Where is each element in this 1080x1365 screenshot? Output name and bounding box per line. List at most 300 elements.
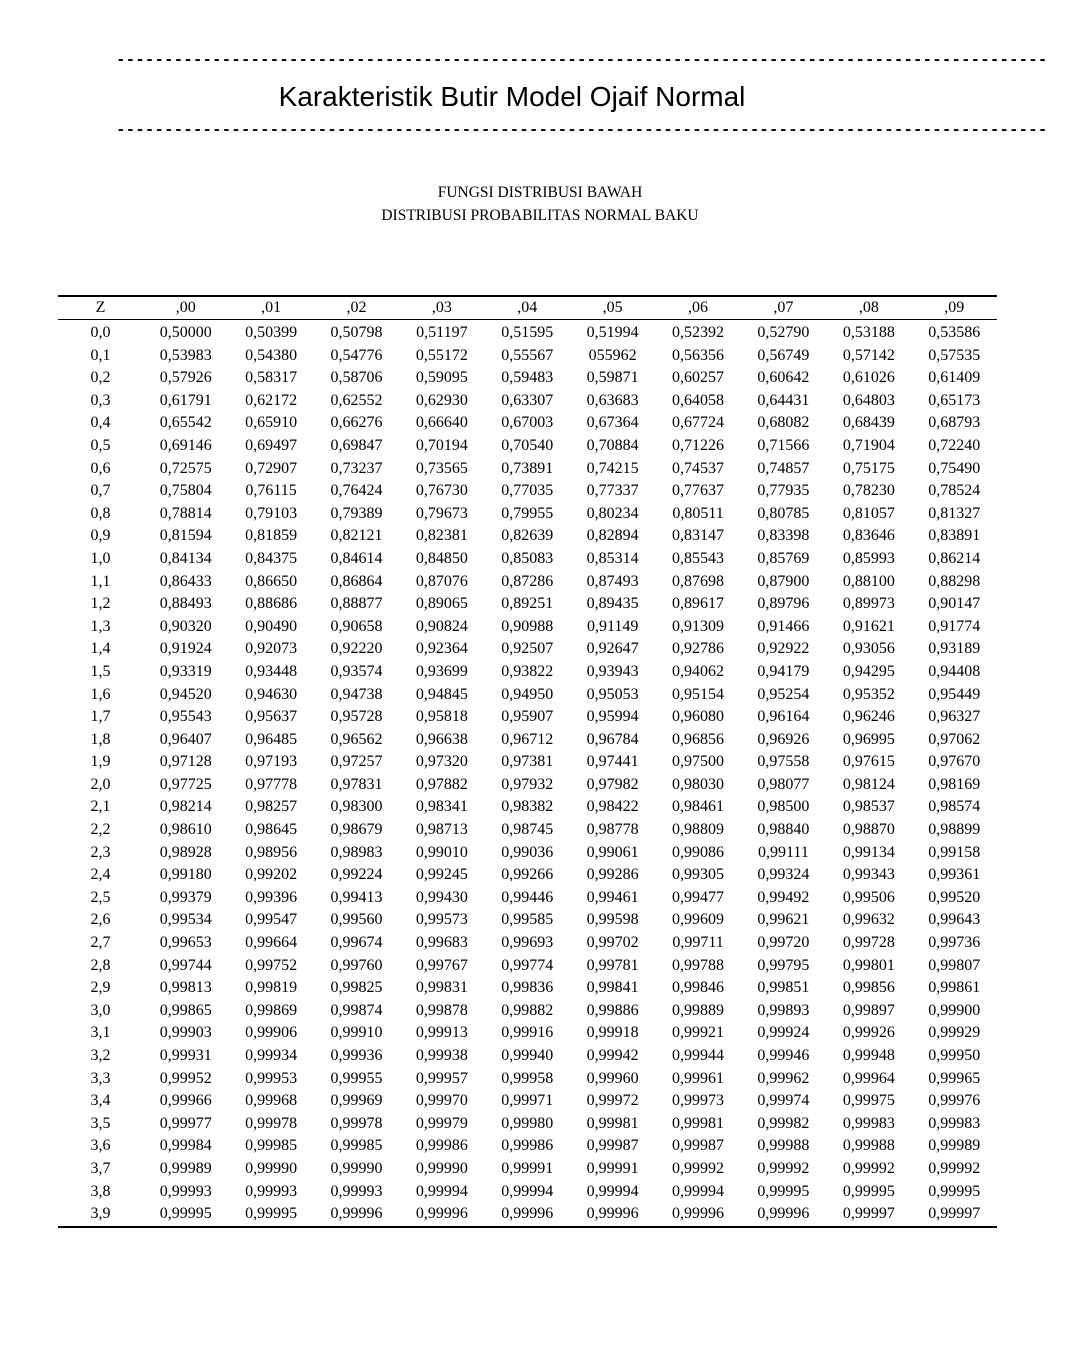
probability-cell: 0,99995 [842, 1182, 895, 1200]
probability-cell: 0,97982 [586, 775, 639, 793]
probability-cell: 0,78814 [159, 504, 212, 522]
probability-cell: 0,92786 [672, 640, 725, 658]
table-row [58, 571, 997, 594]
probability-cell: 0,61791 [159, 391, 212, 409]
probability-cell: 0,97500 [672, 753, 725, 771]
z-value-cell: 2,7 [90, 934, 111, 952]
probability-cell: 0,96784 [586, 730, 639, 748]
probability-cell: 0,99245 [415, 866, 468, 884]
z-value-cell: 0,0 [90, 324, 111, 341]
probability-cell: 0,98537 [842, 798, 895, 816]
probability-cell: 0,99361 [928, 866, 981, 884]
probability-cell: 0,96926 [757, 730, 810, 748]
probability-cell: 0,97128 [159, 753, 212, 771]
probability-cell: 0,96995 [842, 730, 895, 748]
probability-cell: 0,90824 [415, 617, 468, 635]
probability-cell: 0,99598 [586, 911, 639, 929]
probability-cell: 0,99985 [245, 1137, 298, 1155]
probability-cell: 0,87900 [757, 572, 810, 590]
table-row [58, 1068, 997, 1091]
probability-cell: 055962 [588, 346, 637, 364]
probability-cell: 0,99702 [586, 934, 639, 952]
probability-cell: 0,82639 [501, 527, 554, 545]
z-value-cell: 3,6 [90, 1137, 111, 1155]
probability-cell: 0,99202 [245, 866, 298, 884]
probability-cell: 0,80511 [672, 504, 724, 522]
probability-cell: 0,81859 [245, 527, 298, 545]
probability-cell: 0,99997 [842, 1205, 895, 1223]
probability-cell: 0,69497 [245, 436, 298, 454]
probability-cell: 0,99983 [842, 1114, 895, 1132]
probability-cell: 0,99981 [672, 1114, 725, 1132]
probability-cell: 0,99736 [928, 934, 981, 952]
table-row [58, 593, 997, 616]
column-header: ,05 [602, 299, 623, 316]
column-header: ,07 [773, 299, 794, 316]
probability-cell: 0,90490 [245, 617, 298, 635]
probability-cell: 0,91924 [159, 640, 212, 658]
probability-cell: 0,63307 [501, 391, 554, 409]
probability-cell: 0,82894 [586, 527, 639, 545]
probability-cell: 0,99987 [586, 1137, 639, 1155]
probability-cell: 0,87286 [501, 572, 554, 590]
probability-cell: 0,81057 [842, 504, 895, 522]
probability-cell: 0,88493 [159, 595, 212, 613]
probability-cell: 0,98461 [672, 798, 725, 816]
probability-cell: 0,86864 [330, 572, 383, 590]
z-value-cell: 0,2 [90, 369, 111, 387]
probability-cell: 0,99986 [415, 1137, 468, 1155]
probability-cell: 0,99955 [330, 1069, 383, 1087]
probability-cell: 0,62172 [245, 391, 298, 409]
probability-cell: 0,99985 [330, 1137, 383, 1155]
probability-cell: 0,99461 [586, 888, 639, 906]
probability-cell: 0,99981 [586, 1114, 639, 1132]
probability-cell: 0,90147 [928, 595, 981, 613]
probability-cell: 0,99413 [330, 888, 383, 906]
probability-cell: 0,94630 [245, 685, 298, 703]
probability-cell: 0,99286 [586, 866, 639, 884]
probability-cell: 0,74537 [672, 459, 725, 477]
probability-cell: 0,89435 [586, 595, 639, 613]
probability-cell: 0,99851 [757, 979, 810, 997]
probability-cell: 0,99874 [330, 1001, 383, 1019]
probability-cell: 0,98610 [159, 821, 212, 839]
probability-cell: 0,64431 [757, 391, 810, 409]
column-header: ,09 [944, 299, 965, 316]
probability-cell: 0,97778 [245, 775, 298, 793]
probability-cell: 0,99897 [842, 1001, 895, 1019]
probability-cell: 0,66640 [415, 414, 468, 432]
probability-cell: 0,53586 [928, 324, 981, 341]
probability-cell: 0,68793 [928, 414, 981, 432]
probability-cell: 0,71904 [842, 436, 895, 454]
probability-cell: 0,63683 [586, 391, 639, 409]
probability-cell: 0,84375 [245, 549, 298, 567]
probability-cell: 0,99992 [757, 1159, 810, 1177]
probability-cell: 0,93943 [586, 662, 639, 680]
probability-cell: 0,99683 [415, 934, 468, 952]
probability-cell: 0,99446 [501, 888, 554, 906]
z-value-cell: 1,2 [90, 595, 111, 613]
z-value-cell: 0,9 [90, 527, 111, 545]
probability-cell: 0,99995 [928, 1182, 981, 1200]
probability-cell: 0,99993 [330, 1182, 383, 1200]
probability-cell: 0,78524 [928, 482, 981, 500]
probability-cell: 0,88298 [928, 572, 981, 590]
z-value-cell: 1,9 [90, 753, 111, 771]
table-row [58, 548, 997, 571]
probability-cell: 0,96562 [330, 730, 383, 748]
column-header: ,04 [517, 299, 538, 316]
distribution-table-container [58, 295, 997, 1228]
probability-cell: 0,99534 [159, 911, 212, 929]
probability-cell: 0,99781 [586, 956, 639, 974]
probability-cell: 0,68082 [757, 414, 810, 432]
probability-cell: 0,99305 [672, 866, 725, 884]
probability-cell: 0,99767 [415, 956, 468, 974]
probability-cell: 0,99158 [928, 843, 981, 861]
column-header: ,02 [346, 299, 367, 316]
probability-cell: 0,99990 [415, 1159, 468, 1177]
probability-cell: 0,99995 [757, 1182, 810, 1200]
probability-cell: 0,93822 [501, 662, 554, 680]
probability-cell: 0,84850 [415, 549, 468, 567]
probability-cell: 0,91774 [928, 617, 981, 635]
probability-cell: 0,57142 [842, 346, 895, 364]
probability-cell: 0,97882 [415, 775, 468, 793]
probability-cell: 0,57535 [928, 346, 981, 364]
probability-cell: 0,95637 [245, 708, 298, 726]
probability-cell: 0,56356 [672, 346, 725, 364]
probability-cell: 0,99921 [672, 1024, 725, 1042]
probability-cell: 0,92220 [330, 640, 383, 658]
probability-cell: 0,99986 [501, 1137, 554, 1155]
probability-cell: 0,75175 [842, 459, 895, 477]
probability-cell: 0,94179 [757, 662, 810, 680]
probability-cell: 0,87698 [672, 572, 725, 590]
probability-cell: 0,77637 [672, 482, 725, 500]
probability-cell: 0,96407 [159, 730, 212, 748]
top-dash-rule: ------------------------------------------------------------------------------------------------- [116, 51, 1048, 69]
probability-cell: 0,79389 [330, 504, 383, 522]
z-value-cell: 2,6 [90, 911, 111, 929]
probability-cell: 0,97831 [330, 775, 383, 793]
z-value-cell: 3,2 [90, 1047, 111, 1064]
probability-cell: 0,60257 [672, 369, 725, 387]
probability-cell: 0,98899 [928, 821, 981, 839]
probability-cell: 0,99940 [501, 1047, 554, 1064]
table-row [58, 684, 997, 707]
probability-cell: 0,89796 [757, 595, 810, 613]
probability-cell: 0,90320 [159, 617, 212, 635]
probability-cell: 0,99942 [586, 1047, 639, 1064]
probability-cell: 0,99807 [928, 956, 981, 974]
probability-cell: 0,99961 [672, 1069, 725, 1087]
table-row [58, 706, 997, 729]
probability-cell: 0,99430 [415, 888, 468, 906]
probability-cell: 0,98956 [245, 843, 298, 861]
probability-cell: 0,76730 [415, 482, 468, 500]
z-value-cell: 2,9 [90, 979, 111, 997]
probability-cell: 0,98214 [159, 798, 212, 816]
probability-cell: 0,59483 [501, 369, 554, 387]
probability-cell: 0,70194 [415, 436, 468, 454]
probability-cell: 0,73237 [330, 459, 383, 477]
table-row [58, 458, 997, 481]
table-row [58, 864, 997, 887]
probability-cell: 0,96485 [245, 730, 298, 748]
probability-cell: 0,99934 [245, 1047, 298, 1064]
probability-cell: 0,99950 [928, 1047, 981, 1064]
z-value-cell: 3,3 [90, 1069, 111, 1087]
probability-cell: 0,99953 [245, 1069, 298, 1087]
probability-cell: 0,86214 [928, 549, 981, 567]
probability-cell: 0,99994 [586, 1182, 639, 1200]
probability-cell: 0,76424 [330, 482, 383, 500]
probability-cell: 0,95449 [928, 685, 981, 703]
probability-cell: 0,99632 [842, 911, 895, 929]
probability-cell: 0,99324 [757, 866, 810, 884]
probability-cell: 0,51197 [416, 324, 468, 341]
probability-cell: 0,85543 [672, 549, 725, 567]
probability-cell: 0,70884 [586, 436, 639, 454]
z-value-cell: 1,6 [90, 685, 111, 703]
probability-cell: 0,99585 [501, 911, 554, 929]
probability-cell: 0,99477 [672, 888, 725, 906]
probability-cell: 0,85993 [842, 549, 895, 567]
probability-cell: 0,90988 [501, 617, 554, 635]
table-row [58, 435, 997, 458]
probability-cell: 0,87076 [415, 572, 468, 590]
probability-cell: 0,65910 [245, 414, 298, 432]
z-value-cell: 2,1 [90, 798, 111, 816]
probability-cell: 0,99560 [330, 911, 383, 929]
probability-cell: 0,71566 [757, 436, 810, 454]
probability-cell: 0,99180 [159, 866, 212, 884]
probability-cell: 0,97257 [330, 753, 383, 771]
probability-cell: 0,99958 [501, 1069, 554, 1087]
probability-cell: 0,99970 [415, 1092, 468, 1110]
probability-cell: 0,99841 [586, 979, 639, 997]
probability-cell: 0,99664 [245, 934, 298, 952]
probability-cell: 0,78230 [842, 482, 895, 500]
probability-cell: 0,99988 [757, 1137, 810, 1155]
probability-cell: 0,99966 [159, 1092, 212, 1110]
probability-cell: 0,93189 [928, 640, 981, 658]
probability-cell: 0,65542 [159, 414, 212, 432]
probability-cell: 0,90658 [330, 617, 383, 635]
probability-cell: 0,94408 [928, 662, 981, 680]
probability-cell: 0,77035 [501, 482, 554, 500]
probability-cell: 0,99989 [928, 1137, 981, 1155]
probability-cell: 0,99846 [672, 979, 725, 997]
probability-cell: 0,99924 [757, 1024, 810, 1042]
z-value-cell: 1,4 [90, 640, 111, 658]
probability-cell: 0,99975 [842, 1092, 895, 1110]
probability-cell: 0,99931 [159, 1047, 212, 1064]
table-row [58, 638, 997, 661]
table-row [58, 1000, 997, 1023]
probability-cell: 0,99788 [672, 956, 725, 974]
probability-cell: 0,99010 [415, 843, 468, 861]
probability-cell: 0,96327 [928, 708, 981, 726]
probability-cell: 0,99994 [672, 1182, 725, 1200]
probability-cell: 0,99995 [245, 1205, 298, 1223]
probability-cell: 0,64803 [842, 391, 895, 409]
probability-cell: 0,99952 [159, 1069, 212, 1087]
probability-cell: 0,99343 [842, 866, 895, 884]
probability-cell: 0,57926 [159, 369, 212, 387]
probability-cell: 0,98983 [330, 843, 383, 861]
probability-cell: 0,99813 [159, 979, 212, 997]
z-value-cell: 0,3 [90, 391, 111, 409]
probability-cell: 0,94295 [842, 662, 895, 680]
z-value-cell: 1,8 [90, 730, 111, 748]
probability-cell: 0,98645 [245, 821, 298, 839]
table-row [58, 751, 997, 774]
probability-cell: 0,77935 [757, 482, 810, 500]
probability-cell: 0,94950 [501, 685, 554, 703]
probability-cell: 0,99520 [928, 888, 981, 906]
probability-cell: 0,99971 [501, 1092, 554, 1110]
probability-cell: 0,95053 [586, 685, 639, 703]
probability-cell: 0,62930 [415, 391, 468, 409]
probability-cell: 0,98870 [842, 821, 895, 839]
probability-cell: 0,98809 [672, 821, 725, 839]
probability-cell: 0,99994 [415, 1182, 468, 1200]
probability-cell: 0,98713 [415, 821, 468, 839]
probability-cell: 0,98341 [415, 798, 468, 816]
probability-cell: 0,67003 [501, 414, 554, 432]
probability-cell: 0,96246 [842, 708, 895, 726]
probability-cell: 0,89617 [672, 595, 725, 613]
probability-cell: 0,61026 [842, 369, 895, 387]
probability-cell: 0,99036 [501, 843, 554, 861]
probability-cell: 0,83147 [672, 527, 725, 545]
table-row [58, 887, 997, 910]
table-subtitle-line1: FUNGSI DISTRIBUSI BAWAH [437, 184, 643, 201]
probability-cell: 0,59871 [586, 369, 639, 387]
z-value-cell: 2,3 [90, 843, 111, 861]
probability-cell: 0,99910 [330, 1024, 383, 1042]
probability-cell: 0,76115 [245, 482, 297, 500]
probability-cell: 0,95543 [159, 708, 212, 726]
probability-cell: 0,94062 [672, 662, 725, 680]
table-row [58, 774, 997, 797]
probability-cell: 0,99061 [586, 843, 639, 861]
probability-cell: 0,99990 [330, 1159, 383, 1177]
probability-cell: 0,91309 [672, 617, 725, 635]
probability-cell: 0,87493 [586, 572, 639, 590]
probability-cell: 0,99856 [842, 979, 895, 997]
probability-cell: 0,99978 [245, 1114, 298, 1132]
probability-cell: 0,99609 [672, 911, 725, 929]
probability-cell: 0,54380 [245, 346, 298, 364]
probability-cell: 0,79955 [501, 504, 554, 522]
probability-cell: 0,99621 [757, 911, 810, 929]
probability-cell: 0,98300 [330, 798, 383, 816]
column-header: ,06 [688, 299, 709, 316]
probability-cell: 0,99913 [415, 1024, 468, 1042]
z-value-cell: 0,4 [90, 414, 111, 432]
probability-cell: 0,98124 [842, 775, 895, 793]
probability-cell: 0,52392 [672, 324, 725, 341]
probability-cell: 0,99977 [159, 1114, 212, 1132]
probability-cell: 0,99916 [501, 1024, 554, 1042]
probability-cell: 0,88877 [330, 595, 383, 613]
probability-cell: 0,51595 [501, 324, 554, 341]
table-subtitle-line2: DISTRIBUSI PROBABILITAS NORMAL BAKU [381, 207, 699, 224]
table-row [58, 932, 997, 955]
probability-cell: 0,99946 [757, 1047, 810, 1064]
probability-cell: 0,99964 [842, 1069, 895, 1087]
probability-cell: 0,97062 [928, 730, 981, 748]
probability-cell: 0,83646 [842, 527, 895, 545]
table-row [58, 1158, 997, 1181]
probability-cell: 0,85083 [501, 549, 554, 567]
probability-cell: 0,50399 [245, 324, 298, 341]
probability-cell: 0,99988 [842, 1137, 895, 1155]
probability-cell: 0,89065 [415, 595, 468, 613]
probability-cell: 0,99938 [415, 1047, 468, 1064]
table-row [58, 1045, 997, 1068]
column-header-z: Z [95, 299, 106, 316]
probability-cell: 0,98422 [586, 798, 639, 816]
probability-cell: 0,50798 [330, 324, 383, 341]
probability-cell: 0,97558 [757, 753, 810, 771]
probability-cell: 0,99506 [842, 888, 895, 906]
probability-cell: 0,99836 [501, 979, 554, 997]
probability-cell: 0,99993 [159, 1182, 212, 1200]
probability-cell: 0,94520 [159, 685, 212, 703]
probability-cell: 0,99979 [415, 1114, 468, 1132]
probability-cell: 0,54776 [330, 346, 383, 364]
probability-cell: 0,99996 [586, 1205, 639, 1223]
probability-cell: 0,95818 [415, 708, 468, 726]
z-value-cell: 2,2 [90, 821, 111, 839]
probability-cell: 0,97320 [415, 753, 468, 771]
normal-distribution-table [58, 295, 997, 1228]
probability-cell: 0,86650 [245, 572, 298, 590]
probability-cell: 0,84614 [330, 549, 383, 567]
probability-cell: 0,98745 [501, 821, 554, 839]
probability-cell: 0,99111 [758, 843, 809, 861]
probability-cell: 0,69847 [330, 436, 383, 454]
probability-cell: 0,93699 [415, 662, 468, 680]
z-value-cell: 0,6 [90, 459, 111, 477]
probability-cell: 0,99993 [245, 1182, 298, 1200]
probability-cell: 0,75804 [159, 482, 212, 500]
probability-cell: 0,99728 [842, 934, 895, 952]
column-header: ,08 [858, 299, 879, 316]
probability-cell: 0,64058 [672, 391, 725, 409]
probability-cell: 0,80234 [586, 504, 639, 522]
probability-cell: 0,82381 [415, 527, 468, 545]
table-row [58, 955, 997, 978]
probability-cell: 0,99960 [586, 1069, 639, 1087]
table-row [58, 661, 997, 684]
probability-cell: 0,99965 [928, 1069, 981, 1087]
probability-cell: 0,99711 [672, 934, 724, 952]
probability-cell: 0,98778 [586, 821, 639, 839]
probability-cell: 0,99992 [928, 1159, 981, 1177]
z-value-cell: 0,7 [90, 482, 111, 500]
table-row [58, 819, 997, 842]
probability-cell: 0,99948 [842, 1047, 895, 1064]
z-value-cell: 2,8 [90, 956, 111, 974]
probability-cell: 0,99987 [672, 1137, 725, 1155]
